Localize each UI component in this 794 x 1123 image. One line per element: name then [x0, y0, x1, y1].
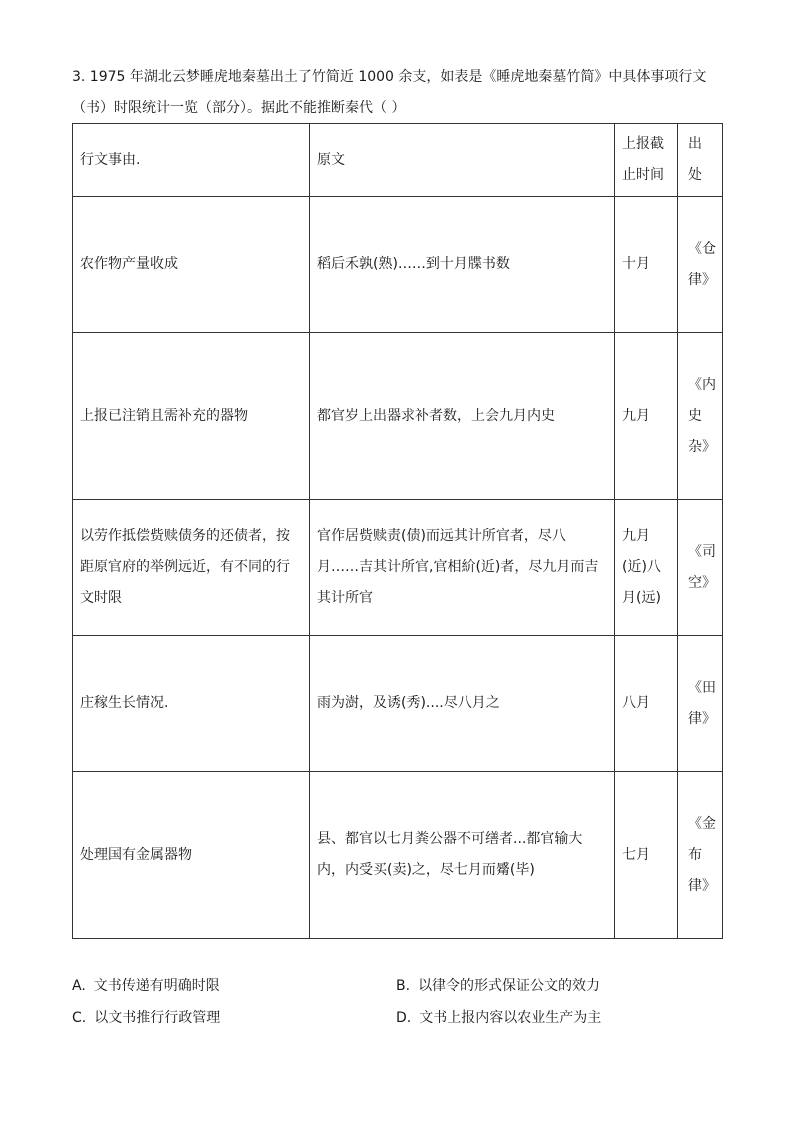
cell-text: 雨为澍，及诱(秀)....尽八月之: [310, 636, 615, 772]
cell-reason: 上报已注销且需补充的器物: [73, 333, 310, 500]
question-stem-line1: 3. 1975 年湖北云梦睡虎地秦墓出土了竹简近 1000 余支，如表是《睡虎地秦墓竹简》中具体事项行文: [72, 69, 707, 85]
table-row: [73, 333, 723, 500]
header-text: 原文: [310, 124, 615, 197]
option-c-letter: C.: [72, 1010, 87, 1026]
cell-reason: 处理国有金属器物: [73, 772, 310, 939]
table-row: [73, 636, 723, 772]
cell-source-label: 《内史杂》: [688, 376, 716, 455]
table-row: [73, 772, 723, 939]
cell-source-label: 《金布律》: [688, 815, 716, 894]
cell-source-label: 《司空》: [688, 543, 716, 591]
cell-text: 官作居赀赎责(债)而远其计所官者，尽八月……吉其计所官,官相紒(近)者，尽九月而吉其计所官: [310, 500, 615, 636]
option-a-letter: A.: [72, 978, 86, 994]
cell-source: [678, 500, 723, 636]
cell-deadline: 九月: [615, 333, 678, 500]
cell-text: 县、都官以七月粪公器不可缮者...都官输大内，内受买(卖)之，尽七月而觱(毕): [310, 772, 615, 939]
option-d-letter: D.: [396, 1010, 412, 1026]
option-b-text: 以律令的形式保证公文的效力: [418, 978, 601, 994]
option-a-text: 文书传递有明确时限: [93, 978, 220, 994]
option-a[interactable]: [72, 972, 220, 1000]
option-d[interactable]: [396, 1004, 601, 1032]
option-c[interactable]: [72, 1004, 220, 1032]
cell-source-label: 《田律》: [688, 679, 716, 727]
header-source-label: 出处: [688, 136, 702, 183]
option-b-letter: B.: [396, 978, 411, 994]
table-row: [73, 197, 723, 333]
cell-text: 都官岁上出器求补者数，上会九月内史: [310, 333, 615, 500]
table-header-row: [73, 124, 723, 197]
header-deadline-label: 上报截止时间: [622, 136, 664, 183]
cell-deadline: 八月: [615, 636, 678, 772]
cell-deadline-label: 九月(近)八月(远): [622, 528, 661, 606]
cell-text: 稻后禾孰(熟)……到十月牒书数: [310, 197, 615, 333]
header-reason: 行文事由.: [73, 124, 310, 197]
cell-reason: 庄稼生长情况.: [73, 636, 310, 772]
records-table: [72, 123, 723, 939]
cell-reason: 以劳作抵偿赀赎债务的还债者，按距原官府的举例远近，有不同的行文时限: [73, 500, 310, 636]
option-d-text: 文书上报内容以农业生产为主: [419, 1010, 602, 1026]
option-b[interactable]: [396, 972, 600, 1000]
cell-deadline: 十月: [615, 197, 678, 333]
cell-reason: 农作物产量收成: [73, 197, 310, 333]
cell-source: [678, 197, 723, 333]
option-c-text: 以文书推行行政管理: [94, 1010, 221, 1026]
cell-source-label: 《仓律》: [688, 240, 716, 288]
header-source: [678, 124, 723, 197]
cell-source: [678, 636, 723, 772]
cell-deadline: 七月: [615, 772, 678, 939]
header-deadline: [615, 124, 678, 197]
table-row: [73, 500, 723, 636]
question-stem-line2: （书）时限统计一览（部分）。据此不能推断秦代（ ）: [72, 100, 406, 116]
cell-source: [678, 333, 723, 500]
cell-deadline: [615, 500, 678, 636]
cell-source: [678, 772, 723, 939]
question-stem: [72, 62, 732, 124]
